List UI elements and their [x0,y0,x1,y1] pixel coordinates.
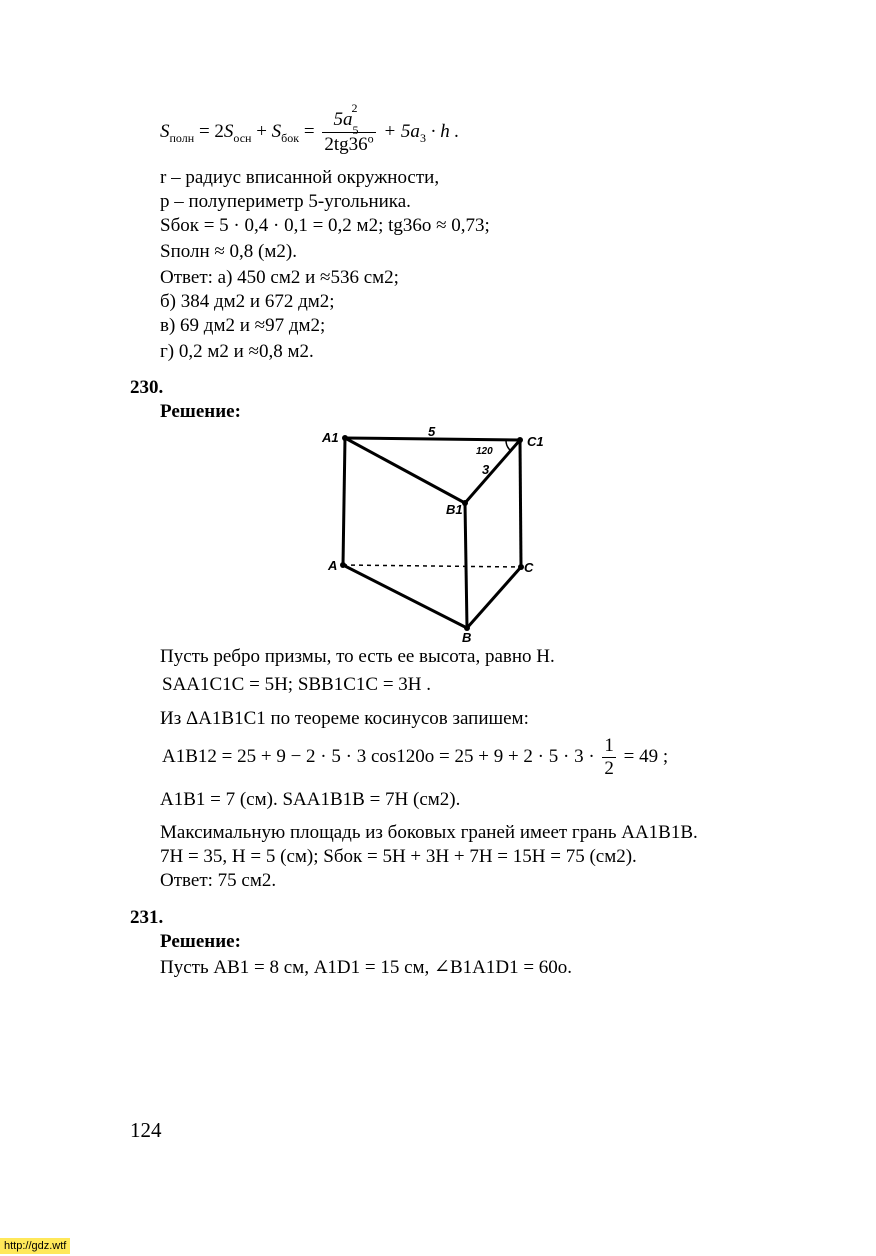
line-text: = 49 ; [623,746,669,767]
label-a1: A1 [322,430,339,445]
fraction-numerator: 1 [604,735,614,757]
length-3: 3 [482,462,490,477]
solution-label-231 [160,930,241,954]
formula-text: + 5a [383,121,420,142]
line-text: Ответ: а) 450 см2 и ≈536 см2; [160,267,399,288]
edge-b1b [465,503,467,628]
vertex-a1 [342,435,348,441]
fraction [322,100,375,157]
r-definition [160,166,439,190]
p231-line1 [160,956,572,980]
formula-sub: полн [169,130,195,145]
edge-bc [467,567,521,628]
p230-line2 [162,673,431,697]
edge-c1c [520,440,521,567]
answer-g [160,340,314,364]
vertex-c1 [517,437,523,443]
line-text: p – полупериметр 5-угольника. [160,191,411,212]
problem-number: 231. [130,907,164,928]
label-b: B [462,630,472,645]
fraction-denominator: 2tg36 [324,134,368,156]
length-5: 5 [428,424,436,439]
vertex-b1 [462,500,468,506]
label-c1: C1 [527,434,544,449]
formula-text: S [160,121,170,142]
p230-line6 [160,821,698,845]
p230-line3 [160,707,529,731]
solution-label-230 [160,400,241,424]
edge-ac-hidden [343,565,521,567]
line-text: 7H = 35, H = 5 (см); Sбок = 5H + 3H + 7H = 15H = 75 (см2). [160,846,637,867]
line-text: SAA1C1C = 5H; SBB1C1C = 3H . [162,674,432,695]
angle-label: 120 [476,446,493,457]
answer-v [160,314,325,338]
p-definition [160,190,411,214]
p230-line5 [160,788,460,812]
answer-b [160,290,335,314]
fraction-one-half [602,735,616,780]
line-text: A1B12 = 25 + 9 − 2 · 5 · 3 cos120o = 25 + 9 + 2 · 5 · 3 · [162,746,595,767]
fraction-denominator: 2 [604,758,614,780]
problem-number-230 [130,376,163,400]
p230-line4 [162,733,668,781]
label-b1: B1 [446,502,463,517]
vertex-a [340,562,346,568]
formula-text: S [271,121,282,142]
p230-line1 [160,645,555,669]
edge-a1a [343,438,345,565]
line-text: г) 0,2 м2 и ≈0,8 м2. [160,341,314,362]
line-text: Пусть ребро призмы, то есть ее высота, равно H. [160,646,555,667]
watermark-link[interactable]: http://gdz.wtf [0,1238,70,1254]
formula-sup: o [367,131,374,146]
formula-sub: осн [233,130,252,145]
line-text: б) 384 дм2 и 672 дм2; [160,291,335,312]
label-c: C [524,560,534,575]
line-text: Максимальную площадь из боковых граней имеет грань AA1B1B. [160,822,698,843]
formula-text: = 2 [194,121,224,142]
p230-answer [160,869,276,893]
formula-text: S [223,121,234,142]
fraction-numerator: 5a [333,109,353,131]
formula-sub: 5 [352,122,359,137]
edge-ab [343,565,467,628]
formula-sub: 3 [419,130,426,145]
answer-a [160,266,399,290]
label-a: A [328,558,338,573]
line-text: A1B1 = 7 (см). SAA1B1B = 7H (см2). [160,789,461,810]
line-text: r – радиус вписанной окружности, [160,167,440,188]
line-text: Sбок = 5 · 0,4 · 0,1 = 0,2 м2; tg36o ≈ 0,73; [160,215,490,236]
angle-arc [506,440,511,451]
problem-number-231 [130,906,163,930]
problem-number: 230. [130,377,164,398]
spoln-line [160,240,297,264]
edge-a1b1 [345,438,465,503]
formula-sub: бок [281,130,300,145]
formula-sup: 2 [351,100,358,115]
solution-label: Решение: [160,401,241,422]
formula-spoln [160,100,460,160]
prism-figure [320,420,560,650]
solution-label: Решение: [160,931,241,952]
line-text: Пусть AB1 = 8 см, A1D1 = 15 см, ∠B1A1D1 = 60o. [160,957,573,978]
formula-text: + [251,121,272,142]
line-text: Ответ: 75 см2. [160,870,277,891]
line-text: Из ΔA1B1C1 по теореме косинусов запишем: [160,708,529,729]
line-text: Sполн ≈ 0,8 (м2). [160,241,297,262]
formula-text: · h . [425,121,460,142]
formula-text: = [299,121,320,142]
sbok-line [160,214,490,238]
page-number: 124 [130,1118,162,1142]
p230-line7 [160,845,637,869]
line-text: в) 69 дм2 и ≈97 дм2; [160,315,326,336]
